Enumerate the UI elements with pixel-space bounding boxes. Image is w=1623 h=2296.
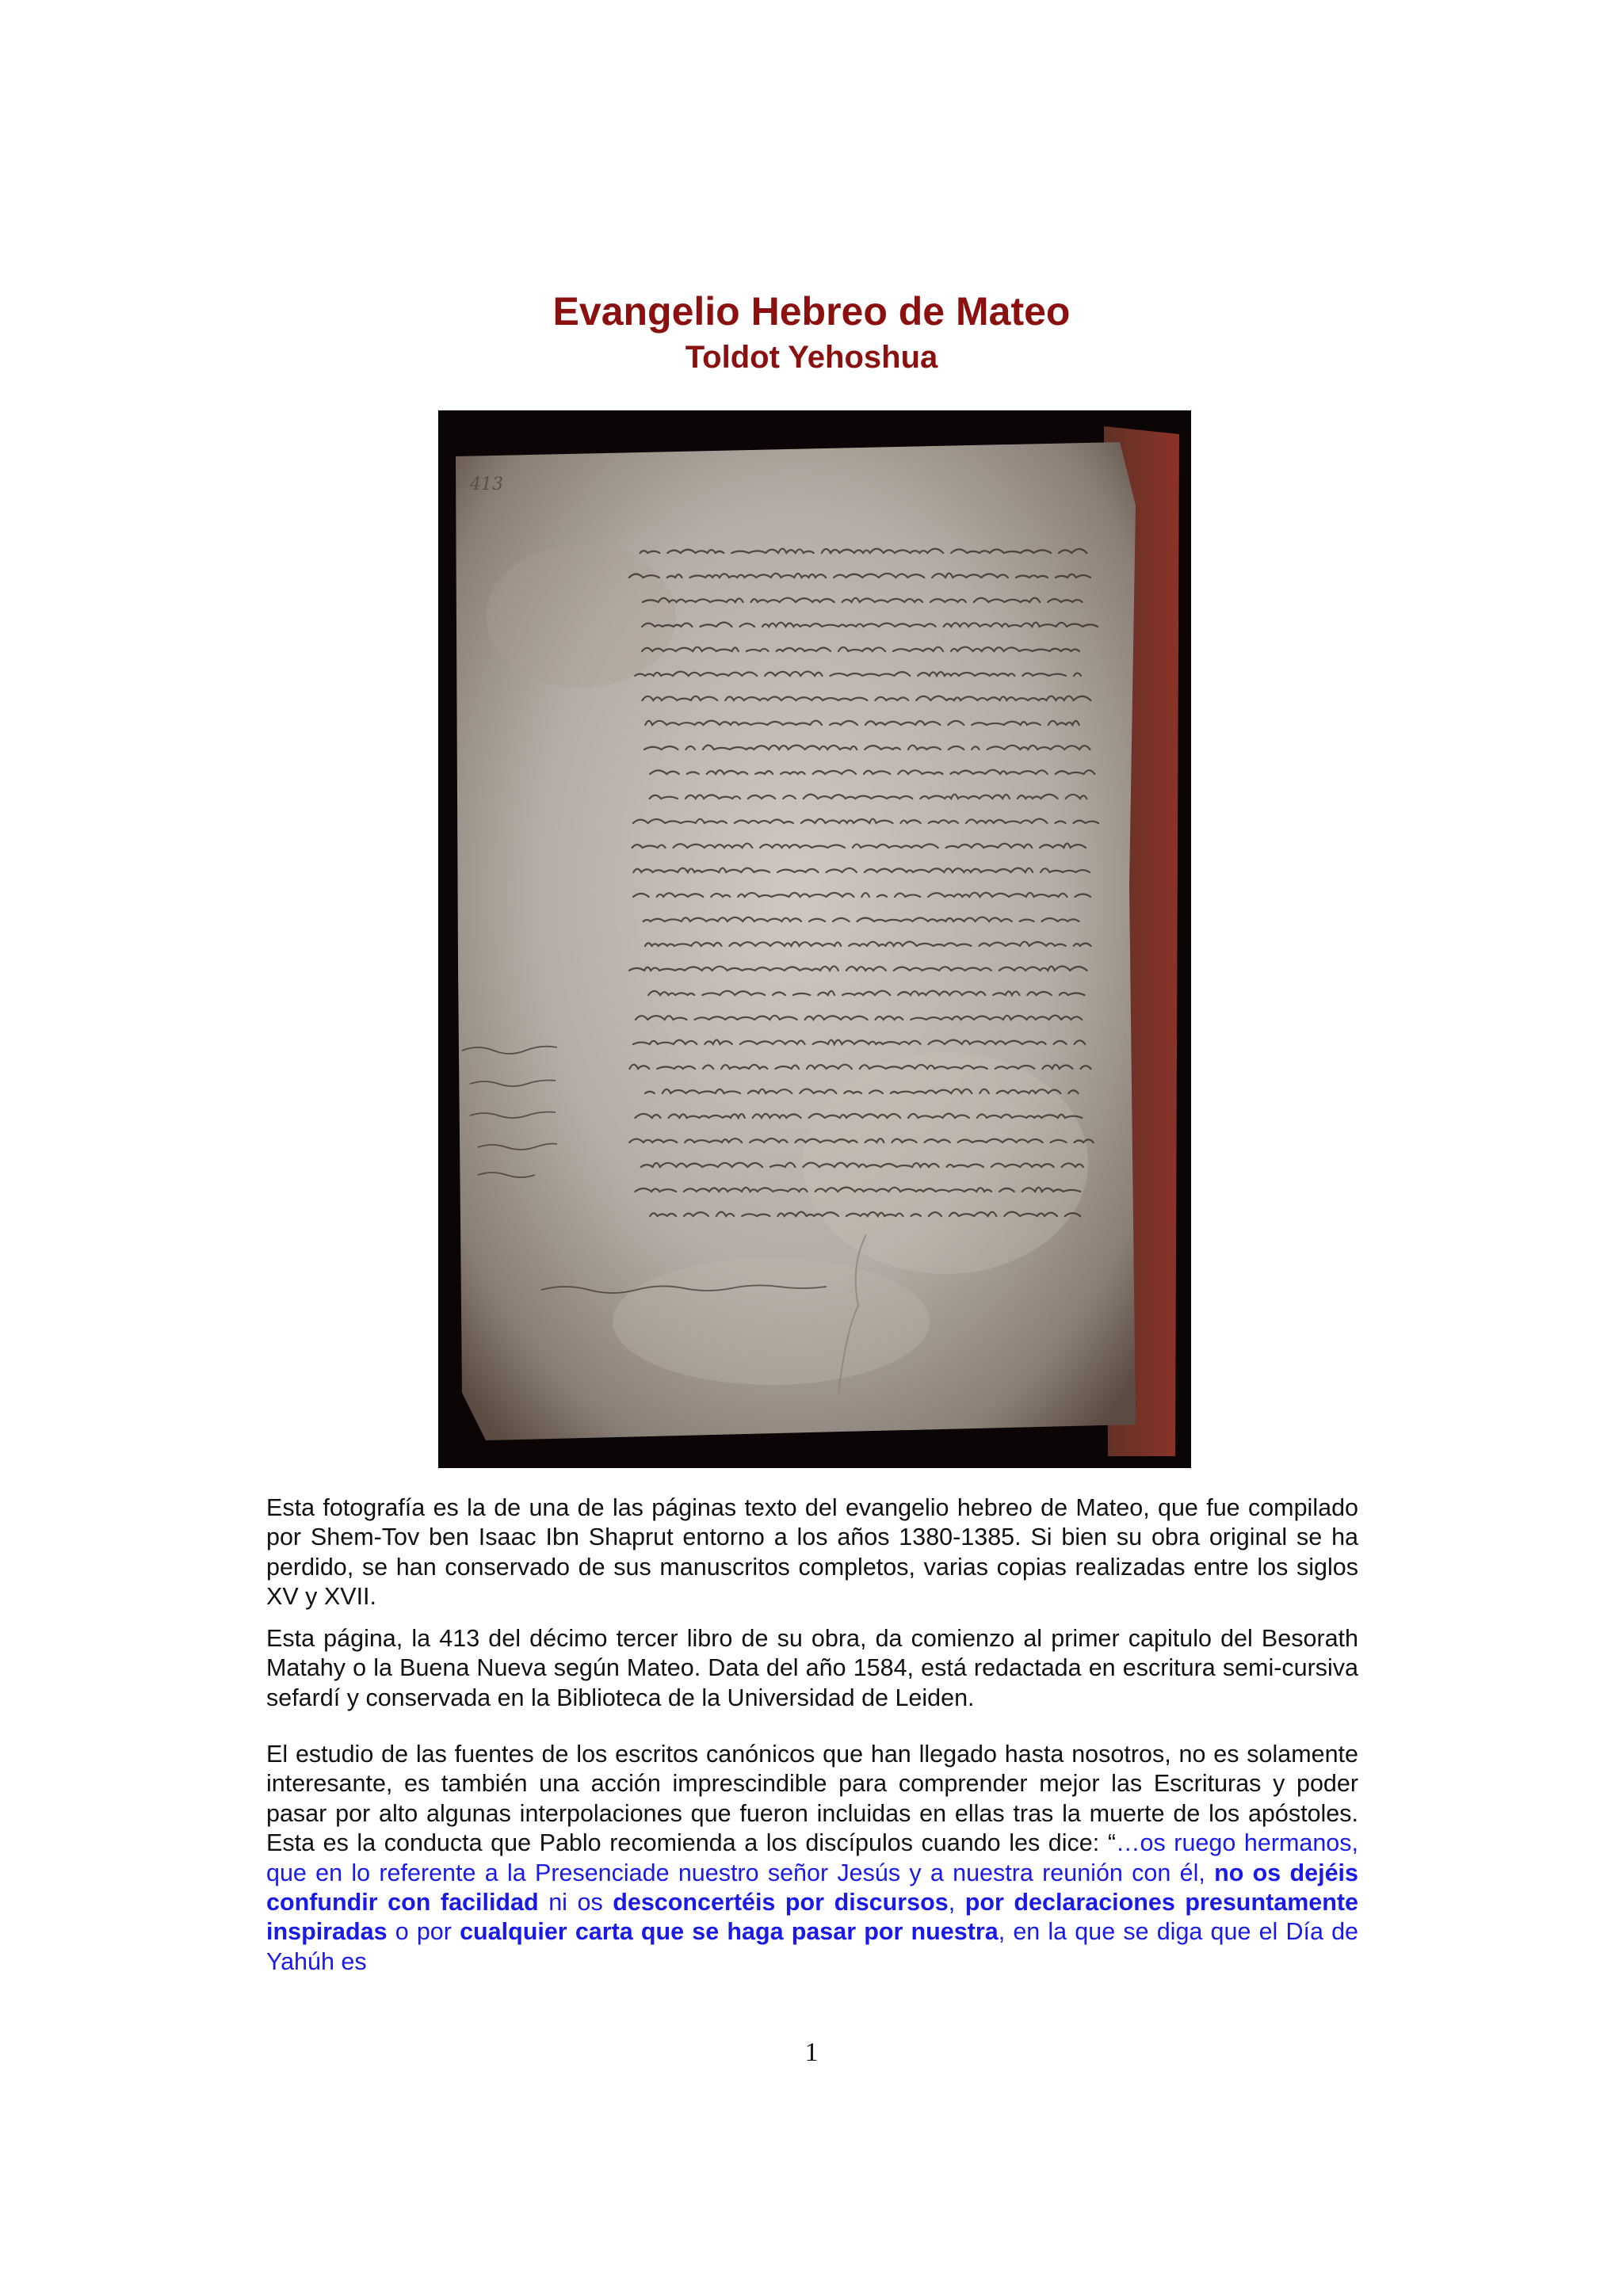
- quote-emphasis-4: cualquier carta que se haga pasar por nuestra: [460, 1918, 999, 1946]
- document-subtitle: Toldot Yehoshua: [685, 340, 938, 375]
- document-title: Evangelio Hebreo de Mateo: [552, 289, 1071, 334]
- quote-segment-4: o por: [387, 1918, 460, 1946]
- quote-emphasis-2: desconcertéis por discursos: [613, 1889, 949, 1917]
- manuscript-photo: [438, 410, 1191, 1468]
- paragraph-intro: [266, 1493, 1358, 1612]
- quote-emphasis-3: por declaraciones presuntamente inspiradas: [266, 1889, 1359, 1946]
- paragraph-1-text: Esta fotografía es la de una de las páginas texto del evangelio hebreo de Mateo, que fue compilado por Shem-Tov ben Isaac Ibn Shaprut entorno a los años 1380-1385. Si bien su obra original se ha perdido, se han conservado de sus manuscritos completos, varias copias realizadas entre los siglos XV y XVII.: [266, 1494, 1358, 1611]
- paragraph-3-plain: El estudio de las fuentes de los escritos canónicos que han llegado hasta nosotros, no es solamente interesante, es también una acción imprescindible para comprender mejor las Escrituras y poder pasar por alto algunas interpolaciones que fueron incluidas en ellas tras la muerte de los apóstoles. Esta es la conducta que Pablo recomienda a los discípulos cuando les dice: “: [266, 1741, 1358, 1857]
- quote-segment-5: , en la que se diga que el Día de Yahúh es: [266, 1918, 1359, 1975]
- quote-segment-3: ,: [948, 1889, 965, 1917]
- svg-text:413: 413: [470, 475, 503, 494]
- quote-segment-1: …os ruego hermanos, que en lo referente a la Presenciade nuestro señor Jesús y a nuestra reunión con él,: [266, 1829, 1358, 1886]
- paragraph-study: [266, 1740, 1358, 1977]
- quote-emphasis-1: no os dejéis confundir con facilidad: [266, 1859, 1358, 1917]
- paragraph-page-info: [266, 1624, 1358, 1713]
- page-number: 1: [804, 2038, 819, 2067]
- paragraph-3-text: [266, 1740, 1358, 1977]
- paragraph-2-text: Esta página, la 413 del décimo tercer libro de su obra, da comienzo al primer capitulo del Besorath Matahy o la Buena Nueva según Mateo. Data del año 1584, está redactada en escritura semi-cursiva sefardí y conservada en la Biblioteca de la Universidad de Leiden.: [266, 1625, 1358, 1711]
- quote-segment-2: ni os: [538, 1889, 613, 1917]
